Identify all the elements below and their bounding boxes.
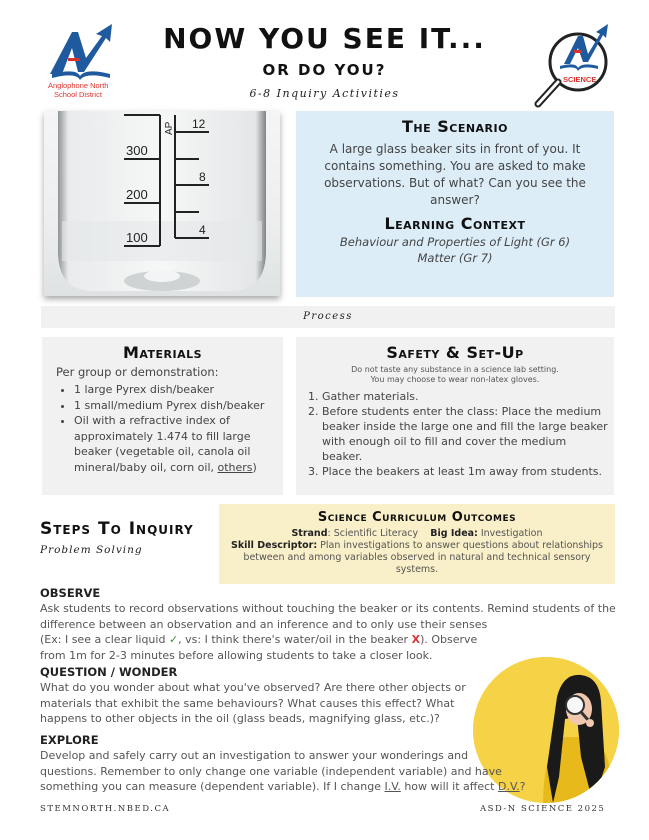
svg-text:SCIENCE: SCIENCE <box>563 75 597 84</box>
scale-label-8: 8 <box>199 170 206 184</box>
process-section-bar: Process <box>41 306 615 328</box>
materials-list <box>42 382 283 475</box>
explore-heading: EXPLORE <box>40 733 99 747</box>
others-link[interactable]: others <box>217 460 253 474</box>
scale-label-12: 12 <box>192 117 206 131</box>
beaker-image <box>44 111 280 296</box>
explore-text: Develop and safely carry out an investigation to answer your wonderings and questions. Remember to only change one variable (independent variable) and have something you can measure (dependent variable). If I change I.V. how will it affect D.V.? <box>40 749 526 793</box>
safety-note: Do not taste any substance in a science lab setting. You may choose to wear non-latex gloves. <box>351 365 559 384</box>
safety-panel <box>296 337 614 495</box>
strand-line: Strand: Scientific Literacy Big Idea: Investigation <box>291 528 543 539</box>
magnifying-glass-icon <box>528 20 628 112</box>
scale-label-ap: AP <box>164 121 175 135</box>
outcomes-heading: Science Curriculum Outcomes <box>317 510 517 525</box>
scale-label-200: 200 <box>126 187 148 202</box>
setup-step: 3. Place the beakers at least 1m away from students. <box>322 464 608 479</box>
setup-step: 1. Gather materials. <box>322 389 608 404</box>
setup-step: 2. Before students enter the class: Place the medium beaker inside the large one and fill the large beaker with enough oil to fill and cover the medium beaker. <box>322 404 608 464</box>
question-text: What do you wonder about what you've observed? Are there other objects or materials that exhibit the same behaviours? What causes this effect? What happens to other objects in the oil (glass beads, magnifying glass, etc.)? <box>40 681 466 725</box>
beaker-photo <box>44 111 280 296</box>
svg-text:School District: School District <box>54 90 102 99</box>
page-tagline: 6-8 Inquiry Activities <box>249 87 400 100</box>
steps-subheading: Problem Solving <box>40 544 143 556</box>
context-item: Matter (Gr 7) <box>417 251 493 265</box>
materials-item: • 1 large Pyrex dish/beaker <box>74 382 277 398</box>
setup-steps-list <box>296 389 614 479</box>
skill-descriptor: Skill Descriptor: Plan investigations to answer questions about relationships between and among variables observed in natural and technical sensory systems. <box>231 540 603 575</box>
context-item: Behaviour and Properties of Light (Gr 6) <box>339 235 571 249</box>
materials-item: • 1 small/medium Pyrex dish/beaker <box>74 398 277 414</box>
scale-label-100: 100 <box>126 230 148 245</box>
scale-label-300: 300 <box>126 143 148 158</box>
scenario-text: A large glass beaker sits in front of you. It contains something. You are asked to make observations. But of what? Can you see the answer? <box>324 142 586 207</box>
steps-to-inquiry-heading: Steps To Inquiry <box>40 519 194 539</box>
science-logo <box>528 20 628 112</box>
iv-term: I.V. <box>384 780 401 793</box>
curriculum-outcomes-panel <box>219 504 615 584</box>
footer-website-link[interactable]: STEMNORTH.NBED.CA <box>40 804 171 814</box>
page-title: NOW YOU SEE IT... <box>163 22 486 55</box>
cross-icon: X <box>411 633 421 646</box>
check-icon: ✓ <box>168 633 179 646</box>
page-subtitle: OR DO YOU? <box>262 61 387 79</box>
materials-item: • Oil with a refractive index of approximately 1.474 to fill large beaker (vegetable oil, canola oil mineral/baby oil, corn oil, others) <box>74 413 277 475</box>
materials-heading: Materials <box>122 343 203 362</box>
observe-heading: OBSERVE <box>40 586 101 600</box>
scenario-panel <box>296 111 614 297</box>
dv-term: D.V. <box>498 780 520 793</box>
scenario-heading: The Scenario <box>402 117 508 136</box>
observe-text: Ask students to record observations without touching the beaker or its contents. Remind students of the difference between an observation and an inference and to only use their senses (Ex: I see a clear liquid ✓, vs: I think there's water/oil in the beaker X). Observe from 1m for 2-3 minutes before allowing students to take a closer look. <box>40 602 616 662</box>
footer-credit: ASD-N SCIENCE 2025 <box>480 804 606 814</box>
learning-context-list <box>296 234 614 266</box>
scale-label-4: 4 <box>199 223 206 237</box>
svg-text:Anglophone North: Anglophone North <box>48 81 109 90</box>
materials-panel <box>42 337 283 495</box>
learning-context-heading: Learning Context <box>384 214 526 233</box>
safety-heading: Safety & Set-Up <box>386 343 524 362</box>
materials-intro: Per group or demonstration: <box>56 365 219 379</box>
question-wonder-heading: QUESTION / WONDER <box>40 665 178 679</box>
